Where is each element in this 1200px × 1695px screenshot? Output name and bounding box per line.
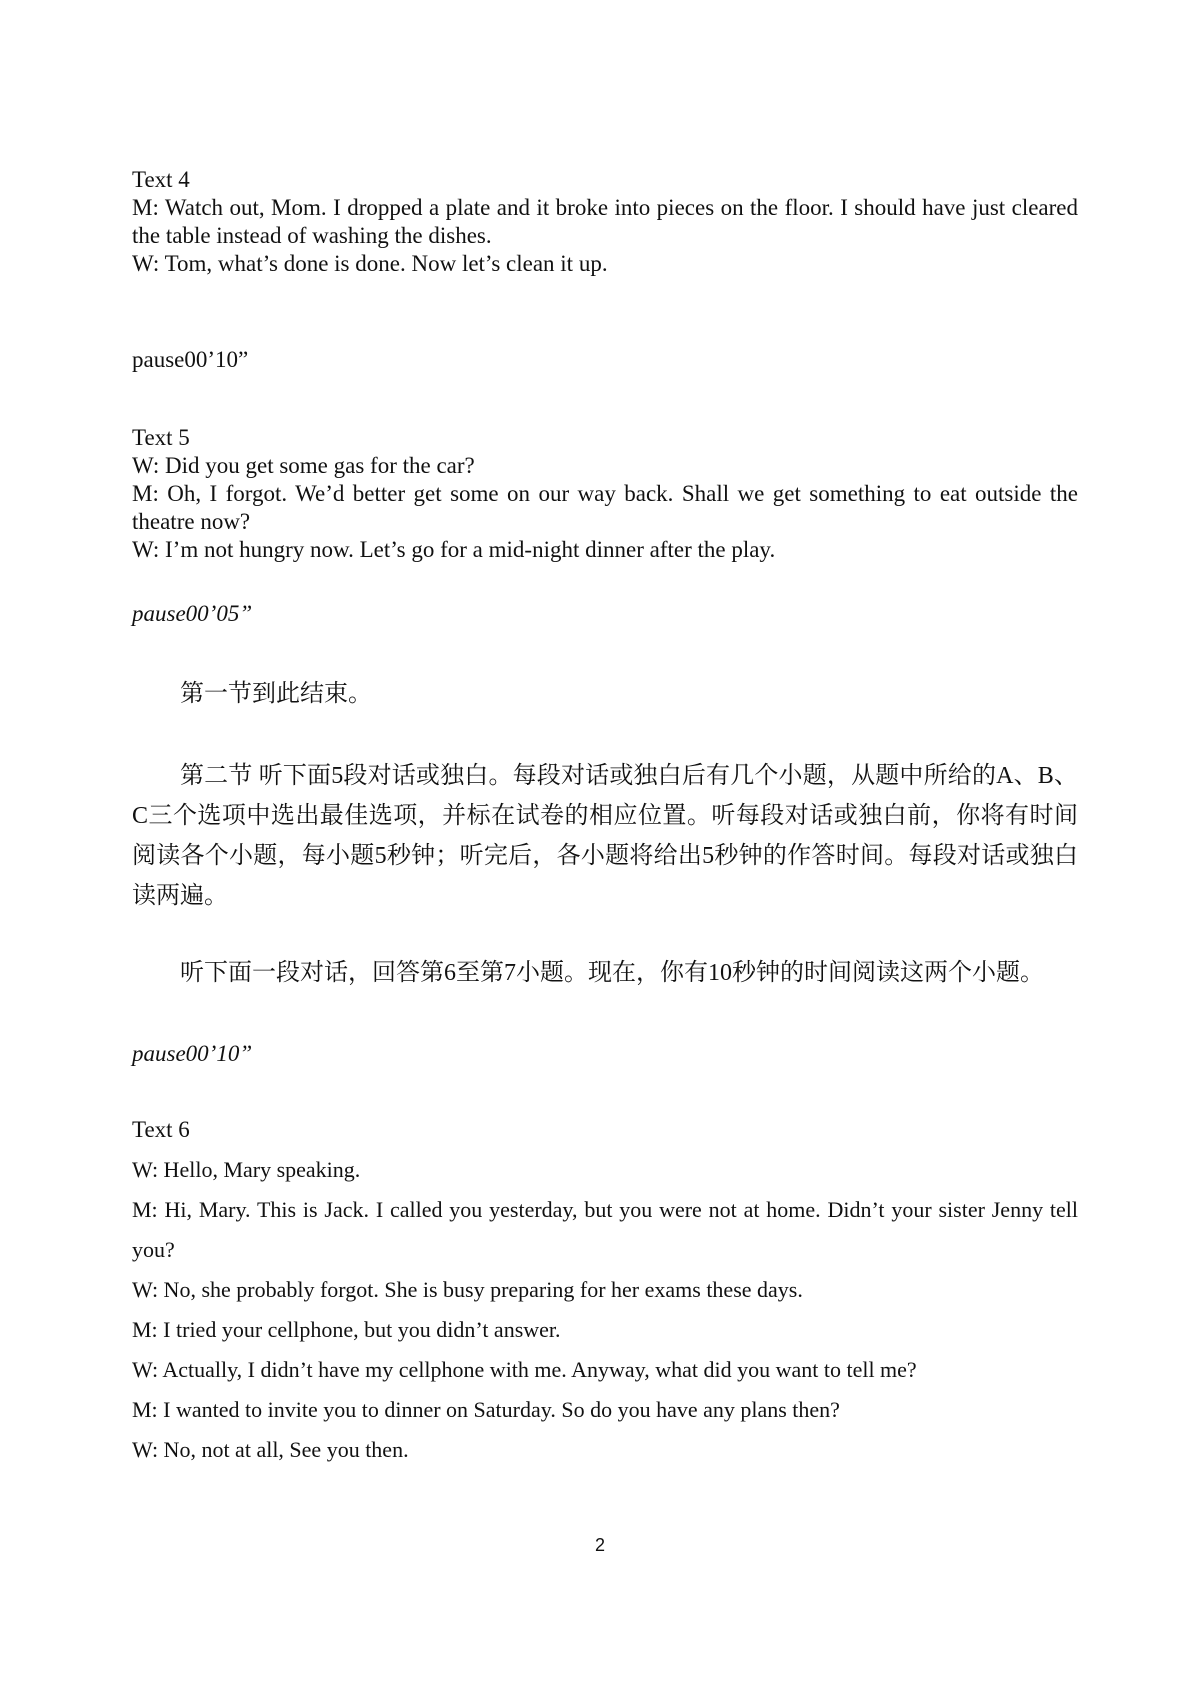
section-2-intro [132, 756, 1078, 916]
text-4-line: M: Watch out, Mom. I dropped a plate and it broke into pieces on the floor. I should have just cleared the table instead of washing the dishes. [132, 195, 1078, 248]
text-4-section [132, 166, 1078, 278]
text-5-line: W: Did you get some gas for the car? [132, 453, 475, 478]
dialogue-line: W: No, not at all, See you then. [132, 1437, 409, 1462]
question-instruction [132, 953, 1078, 993]
text-5-section [132, 424, 1078, 564]
text-6-heading: Text 6 [132, 1117, 190, 1142]
dialogue-line: W: No, she probably forgot. She is busy preparing for her exams these days. [132, 1277, 803, 1302]
text-4-line: W: Tom, what’s done is done. Now let’s clean it up. [132, 251, 608, 276]
text-5-line: M: Oh, I forgot. We’d better get some on our way back. Shall we get something to eat outside the theatre now? [132, 481, 1078, 534]
dialogue-line: W: Actually, I didn’t have my cellphone with me. Anyway, what did you want to tell me? [132, 1357, 917, 1382]
pause-marker [132, 600, 1078, 628]
text-5-line: W: I’m not hungry now. Let’s go for a mid-night dinner after the play. [132, 537, 776, 562]
pause-text: pause00’10” [132, 347, 249, 372]
pause-text: pause00’05” [132, 601, 253, 626]
text-6-section [132, 1116, 1078, 1470]
pause-text: pause00’10” [132, 1041, 253, 1066]
text-4-heading: Text 4 [132, 167, 190, 192]
section-1-end-text: 第一节到此结束。 [180, 681, 372, 707]
page-number: 2 [594, 1535, 605, 1555]
dialogue-line: M: I tried your cellphone, but you didn’t answer. [132, 1317, 561, 1342]
section-1-end [132, 674, 1078, 714]
section-2-intro-text: 第二节 听下面5段对话或独白。每段对话或独白后有几个小题，从题中所给的A、B、C三个选项中选出最佳选项，并标在试卷的相应位置。听每段对话或独白前，你将有时间阅读各个小题，每小题5秒钟；听完后，各小题将给出5秒钟的作答时间。每段对话或独白读两遍。 [132, 763, 1078, 909]
dialogue-line: W: Hello, Mary speaking. [132, 1157, 361, 1182]
dialogue-line: M: I wanted to invite you to dinner on Saturday. So do you have any plans then? [132, 1397, 840, 1422]
text-6-dialogue [132, 1150, 1078, 1470]
pause-marker [132, 346, 1078, 374]
text-5-heading: Text 5 [132, 425, 190, 450]
pause-marker [132, 1040, 1078, 1068]
dialogue-line: M: Hi, Mary. This is Jack. I called you yesterday, but you were not at home. Didn’t your sister Jenny tell you? [132, 1197, 1078, 1262]
question-instruction-text: 听下面一段对话，回答第6至第7小题。现在，你有10秒钟的时间阅读这两个小题。 [180, 960, 1044, 986]
